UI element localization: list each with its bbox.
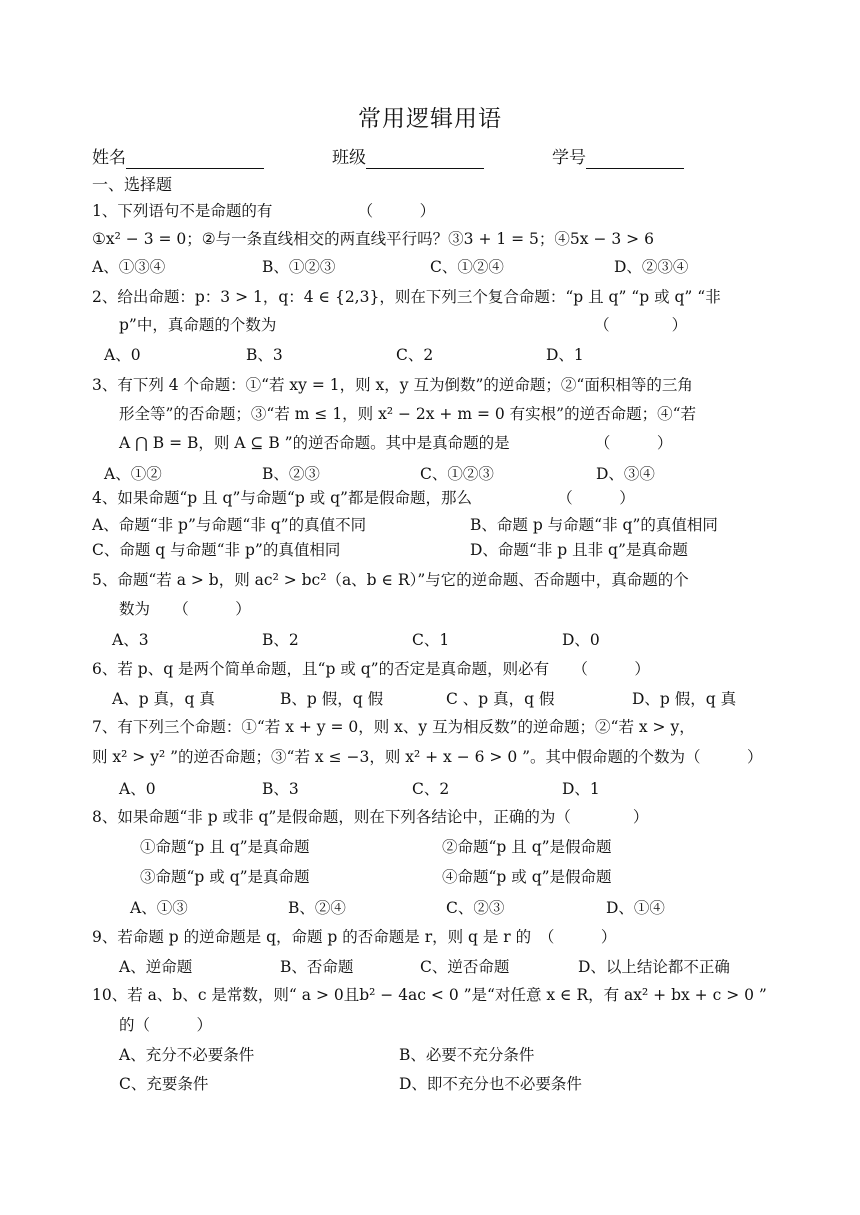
- id-blank[interactable]: [586, 150, 684, 169]
- q6-option-d[interactable]: D、p 假，q 真: [632, 690, 737, 708]
- q8-statement-2: ②命题“p 且 q”是假命题: [442, 838, 612, 856]
- q10-option-d[interactable]: D、即不充分也不必要条件: [399, 1075, 582, 1093]
- q5-stem: 5、命题“若 a > b，则 ac² > bc²（a、b ∈ R）”与它的逆命题、否命题中，真命题的个: [92, 571, 689, 589]
- q8-option-b[interactable]: B、②④: [288, 899, 346, 917]
- q5-option-a[interactable]: A、3: [112, 631, 149, 649]
- q7-stem: 7、有下列三个命题：①“若 x + y = 0，则 x、y 互为相反数”的逆命题；②“若 x > y，: [92, 718, 695, 736]
- q1-option-a[interactable]: A、①③④: [92, 258, 166, 276]
- q2-stem-2: p”中，真命题的个数为 （ ）: [119, 316, 688, 334]
- q6-stem: 6、若 p、q 是两个简单命题，且“p 或 q”的否定是真命题，则必有 （ ）: [92, 660, 650, 678]
- q3-option-d[interactable]: D、③④: [596, 465, 655, 483]
- q5-option-c[interactable]: C、1: [412, 631, 450, 649]
- q4-stem: 4、如果命题“p 且 q”与命题“p 或 q”都是假命题，那么 （ ）: [92, 489, 635, 507]
- q3-stem-2: 形全等”的否命题；③“若 m ≤ 1，则 x² − 2x + m = 0 有实根”的逆否命题；④“若: [119, 405, 697, 423]
- q4-option-d[interactable]: D、命题“非 p 且非 q”是真命题: [470, 541, 688, 559]
- page-title: 常用逻辑用语: [358, 106, 502, 132]
- q3-stem-3: A ⋂ B = B，则 A ⊆ B ”的逆否命题。其中是真命题的是 （ ）: [119, 434, 673, 452]
- q7-stem-2: 则 x² > y² ”的逆否命题；③“若 x ≤ −3，则 x² + x − 6 > 0 ”。其中假命题的个数为（ ）: [92, 748, 763, 766]
- q4-option-a[interactable]: A、命题“非 p”与命题“非 q”的真值不同: [92, 516, 367, 534]
- q9-option-a[interactable]: A、逆命题: [119, 958, 193, 976]
- q8-option-a[interactable]: A、①③: [130, 899, 188, 917]
- q3-option-b[interactable]: B、②③: [262, 465, 320, 483]
- q10-stem: 10、若 a、b、c 是常数，则“ a > 0且b² − 4ac < 0 ”是“对任意 x ∈ R，有 ax² + bx + c > 0 ”: [92, 986, 767, 1004]
- q8-option-c[interactable]: C、②③: [446, 899, 505, 917]
- q5-option-d[interactable]: D、0: [562, 631, 600, 649]
- q8-stem: 8、如果命题“非 p 或非 q”是假命题，则在下列各结论中，正确的为（ ）: [92, 808, 649, 826]
- q10-option-a[interactable]: A、充分不必要条件: [119, 1046, 255, 1064]
- q10-option-b[interactable]: B、必要不充分条件: [399, 1046, 535, 1064]
- class-label: 班级: [332, 148, 366, 168]
- q2-option-c[interactable]: C、2: [396, 346, 434, 364]
- q8-statement-3: ③命题“p 或 q”是真命题: [140, 868, 310, 886]
- name-field: [92, 147, 264, 169]
- q4-option-c[interactable]: C、命题 q 与命题“非 p”的真值相同: [92, 541, 341, 559]
- q5-stem-2: 数为 （ ）: [119, 600, 251, 618]
- q5-option-b[interactable]: B、2: [262, 631, 299, 649]
- q2-option-b[interactable]: B、3: [246, 346, 283, 364]
- name-label: 姓名: [92, 148, 126, 168]
- q1-stem-2: ①x² − 3 = 0；②与一条直线相交的两直线平行吗？③3 + 1 = 5；④5x − 3 > 6: [92, 230, 654, 248]
- q9-stem: 9、若命题 p 的逆命题是 q，命题 p 的否命题是 r，则 q 是 r 的 （ ）: [92, 928, 617, 946]
- q2-option-d[interactable]: D、1: [546, 346, 584, 364]
- q8-statement-1: ①命题“p 且 q”是真命题: [140, 838, 310, 856]
- q3-stem: 3、有下列 4 个命题：①“若 xy = 1，则 x，y 互为倒数”的逆命题；②“面积相等的三角: [92, 376, 693, 394]
- q9-option-d[interactable]: D、以上结论都不正确: [578, 958, 730, 976]
- id-label: 学号: [552, 148, 586, 168]
- q9-option-c[interactable]: C、逆否命题: [420, 958, 510, 976]
- q8-statement-4: ④命题“p 或 q”是假命题: [442, 868, 612, 886]
- q6-option-c[interactable]: C 、p 真，q 假: [446, 690, 555, 708]
- q10-option-c[interactable]: C、充要条件: [119, 1075, 209, 1093]
- q1-option-c[interactable]: C、①②④: [430, 258, 504, 276]
- q2-stem: 2、给出命题：p：3 > 1，q：4 ∈ {2,3}，则在下列三个复合命题：“p 且 q” “p 或 q” “非: [92, 288, 721, 306]
- q7-option-d[interactable]: D、1: [562, 780, 600, 798]
- q4-option-b[interactable]: B、命题 p 与命题“非 q”的真值相同: [470, 516, 718, 534]
- q6-option-a[interactable]: A、p 真，q 真: [112, 690, 215, 708]
- q7-option-b[interactable]: B、3: [262, 780, 299, 798]
- class-field: [332, 147, 484, 169]
- q9-option-b[interactable]: B、否命题: [280, 958, 354, 976]
- q10-stem-2: 的（ ）: [119, 1016, 213, 1034]
- q1-stem: 1、下列语句不是命题的有 （ ）: [92, 202, 436, 220]
- q1-option-b[interactable]: B、①②③: [262, 258, 336, 276]
- id-field: [552, 147, 684, 169]
- q1-option-d[interactable]: D、②③④: [614, 258, 689, 276]
- q3-option-a[interactable]: A、①②: [104, 465, 162, 483]
- q7-option-c[interactable]: C、2: [412, 780, 450, 798]
- q3-option-c[interactable]: C、①②③: [420, 465, 494, 483]
- section-heading: 一、选择题: [92, 175, 173, 194]
- q6-option-b[interactable]: B、p 假，q 假: [280, 690, 384, 708]
- q8-option-d[interactable]: D、①④: [606, 899, 665, 917]
- name-blank[interactable]: [126, 150, 264, 169]
- class-blank[interactable]: [366, 150, 484, 169]
- q7-option-a[interactable]: A、0: [119, 780, 156, 798]
- q2-option-a[interactable]: A、0: [104, 346, 141, 364]
